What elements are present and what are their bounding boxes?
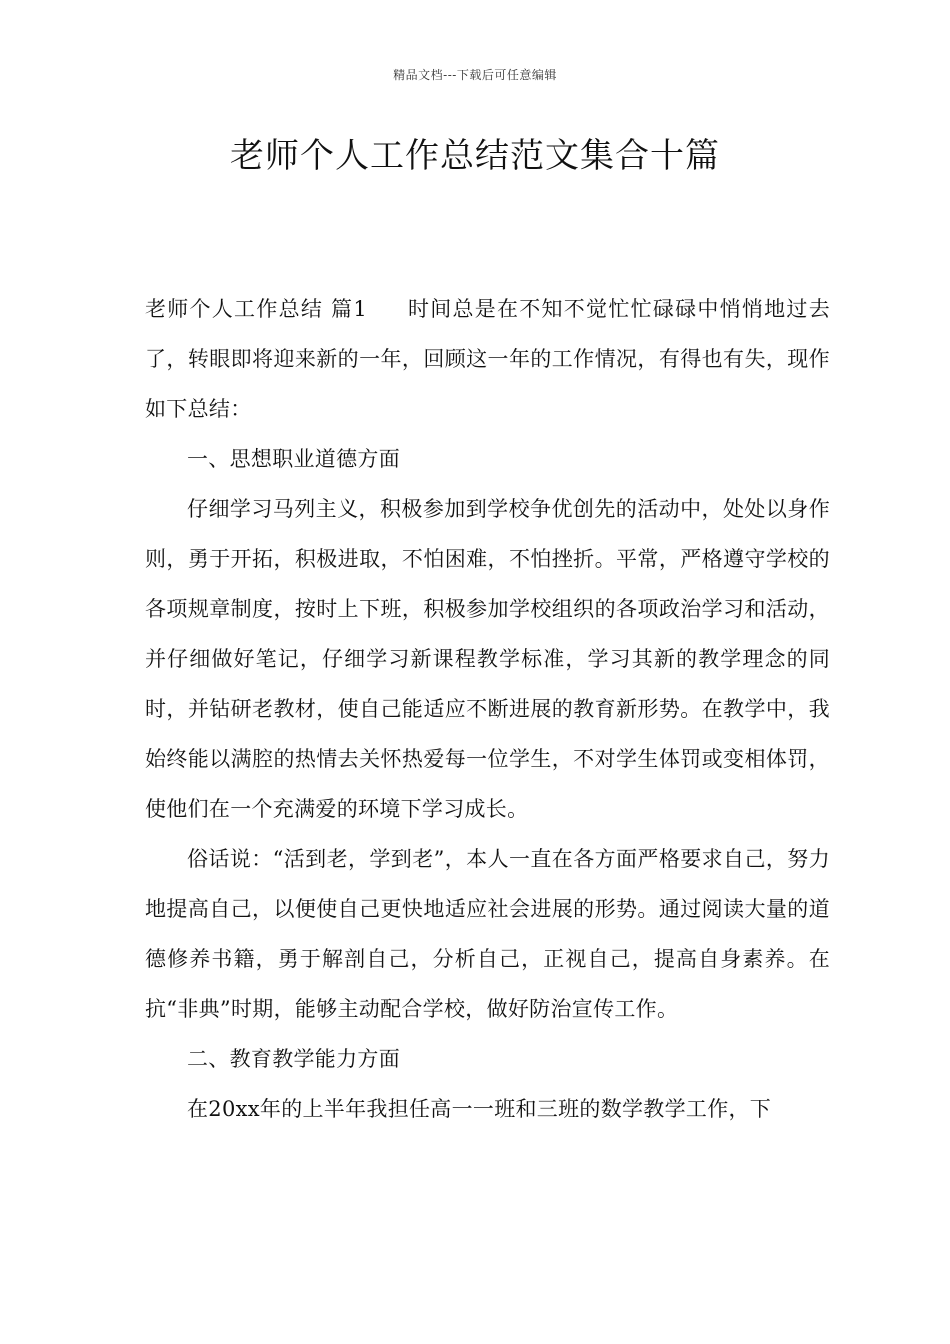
section1-paragraph-2: 俗话说：“活到老，学到老”，本人一直在各方面严格要求自己，努力地提高自己，以便使自己更快地适应社会进展的形势。通过阅读大量的道德修养书籍，勇于解剖自己，分析自己，正视自己，提高自身素养。在抗“非典”时期，能够主动配合学校，做好防治宣传工作。	[145, 847, 830, 1021]
intro-label: 老师个人工作总结 篇1	[145, 297, 367, 321]
intro-text: 时间总是在不知不觉忙忙碌碌中悄悄地过去了，转眼即将迎来新的一年，回顾这一年的工作情况，有得也有失，现作如下总结：	[145, 297, 830, 421]
section2-paragraph-1: 在20xx年的上半年我担任高一一班和三班的数学教学工作，下	[187, 1097, 772, 1121]
section2-heading: 二、教育教学能力方面	[187, 1047, 400, 1071]
document-body	[145, 284, 830, 1134]
header-note: 精品文档---下载后可任意编辑	[393, 68, 557, 82]
section1-heading: 一、思想职业道德方面	[187, 447, 400, 471]
document-title: 老师个人工作总结范文集合十篇	[230, 136, 720, 176]
section1-paragraph-1: 仔细学习马列主义，积极参加到学校争优创先的活动中，处处以身作则，勇于开拓，积极进取，不怕困难，不怕挫折。平常，严格遵守学校的各项规章制度，按时上下班，积极参加学校组织的各项政治学习和活动，并仔细做好笔记，仔细学习新课程教学标准，学习其新的教学理念的同时，并钻研老教材，使自己能适应不断进展的教育新形势。在教学中，我始终能以满腔的热情去关怀热爱每一位学生，不对学生体罚或变相体罚，使他们在一个充满爱的环境下学习成长。	[145, 497, 830, 821]
intro-paragraph	[145, 284, 830, 434]
